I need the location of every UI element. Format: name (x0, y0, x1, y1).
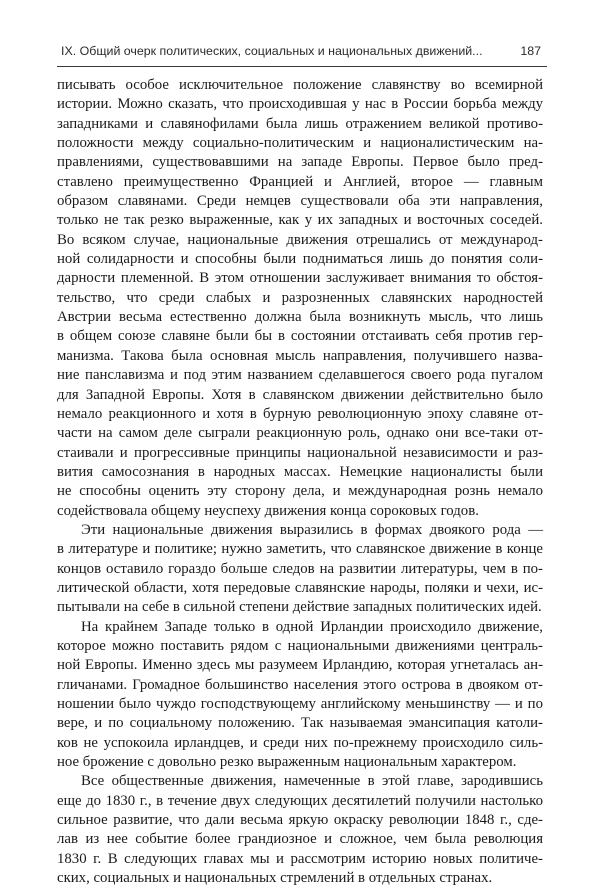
text-line: На крайнем Западе только в одной Ирландии происходило движение, (81, 618, 543, 635)
text-line: содействовала общему неуспеху движения конца сороковых годов. (57, 502, 479, 519)
text-line: которое можно поставить рядом с национальными движениями централь- (57, 637, 543, 654)
body-text (57, 76, 543, 888)
text-line: западниками и славянофилами была лишь отражением великой противо- (57, 115, 543, 132)
text-line: в литературе и политике; нужно заметить, что славянское движение в конце (57, 541, 543, 558)
page-number: 187 (520, 44, 541, 58)
text-line: пытывали на себе в сильной степени действие западных политических идей. (57, 599, 542, 616)
text-line: правлениями, существовавшими на западе Европы. Первое было пред- (57, 154, 543, 171)
text-line: концов оставило гораздо больше следов на развитии литературы, чем в по- (57, 560, 543, 577)
text-line: ние панславизма и под этим названием сделавшегося своего рода пугалом (57, 367, 543, 384)
text-line: дарности племенной. В этом отношении заслуживает внимания то обстоя- (57, 270, 543, 287)
text-line: ной солидарности и способны были подниматься лишь до понятия соли- (57, 251, 543, 268)
text-line: ков не успокоила ирландцев, и среди них по-прежнему происходило силь- (57, 734, 543, 751)
text-line: манизма. Такова была основная мысль направления, получившего назва- (57, 347, 543, 364)
text-line: ношении было чуждо господствующему английскому меньшинству — и по (57, 696, 543, 712)
text-line: тельство, что среди слабых и разрозненных славянских народностей (57, 289, 543, 306)
text-line: истории. Можно сказать, что происходившая у нас в России борьба между (57, 96, 543, 113)
text-line: части на самом деле сыграли реакционную роль, однако они все-таки от- (57, 425, 543, 442)
text-line: ставлено преимущественно Францией и Англией, второе — главным (57, 173, 543, 190)
text-line: ских, социальных и национальных стремлений в отдельных странах. (57, 870, 493, 887)
running-header (61, 44, 541, 64)
text-line: немало реакционного и хотя в бурную революционную эпоху славяне от- (57, 405, 543, 422)
text-line: лав из нее событие более грандиозное и сложное, чем была революция (57, 831, 543, 848)
text-line: положности между социально-политическим и националистическим на- (57, 135, 543, 152)
header-divider (57, 66, 547, 67)
text-line: еще до 1830 г., в течение двух следующих десятилетий получили настолько (57, 792, 543, 809)
text-line: сильное развитие, что дали весьма яркую окраску революции 1848 г., сде- (57, 812, 543, 829)
text-line: вития самосознания в народных массах. Немецкие националисты были (57, 463, 543, 480)
text-line: образом славянами. Среди немцев существовали оба эти направления, (57, 193, 543, 210)
text-line: Эти национальные движения выразились в формах двоякого рода — (81, 521, 543, 538)
text-line: писывать особое исключительное положение славянству во всемирной (57, 77, 543, 93)
text-line: Австрии весьма естественно должна была возникнуть мысль, что лишь (57, 309, 543, 326)
text-line: Все общественные движения, намеченные в этой главе, зародившись (81, 773, 543, 790)
text-line: не способны оценить эту сторону дела, и международная рознь немало (57, 483, 543, 500)
text-line: в общем союзе славяне были бы в состоянии отстаивать себя против гер- (57, 328, 543, 345)
text-line: вере, и по социальному положению. Так называемая эмансипация католи- (57, 715, 543, 732)
text-line: ной Европы. Именно здесь мы разумеем Ирландию, которая угнеталась ан- (57, 657, 543, 674)
text-line: только не так резко выраженные, как у их западных и восточных соседей. (57, 212, 543, 229)
text-line: 1830 г. В следующих главах мы и рассмотрим историю новых политиче- (57, 850, 543, 867)
text-line: стаивали и прогрессивные принципы национальной независимости и раз- (57, 444, 543, 461)
text-line: для Западной Европы. Хотя в славянском движении действительно было (57, 386, 543, 403)
text-line: Во всяком случае, национальные движения отрешались от международ- (57, 231, 543, 248)
chapter-title: IX. Общий очерк политических, социальных и национальных движений... (61, 44, 483, 58)
text-line: гличанами. Громадное большинство населения этого острова в двояком от- (57, 676, 543, 693)
text-line: ное брожение с довольно резко выраженным национальным характером. (57, 754, 517, 771)
text-line: литической области, хотя передовые славянские народы, поляки и чехи, ис- (57, 579, 543, 596)
